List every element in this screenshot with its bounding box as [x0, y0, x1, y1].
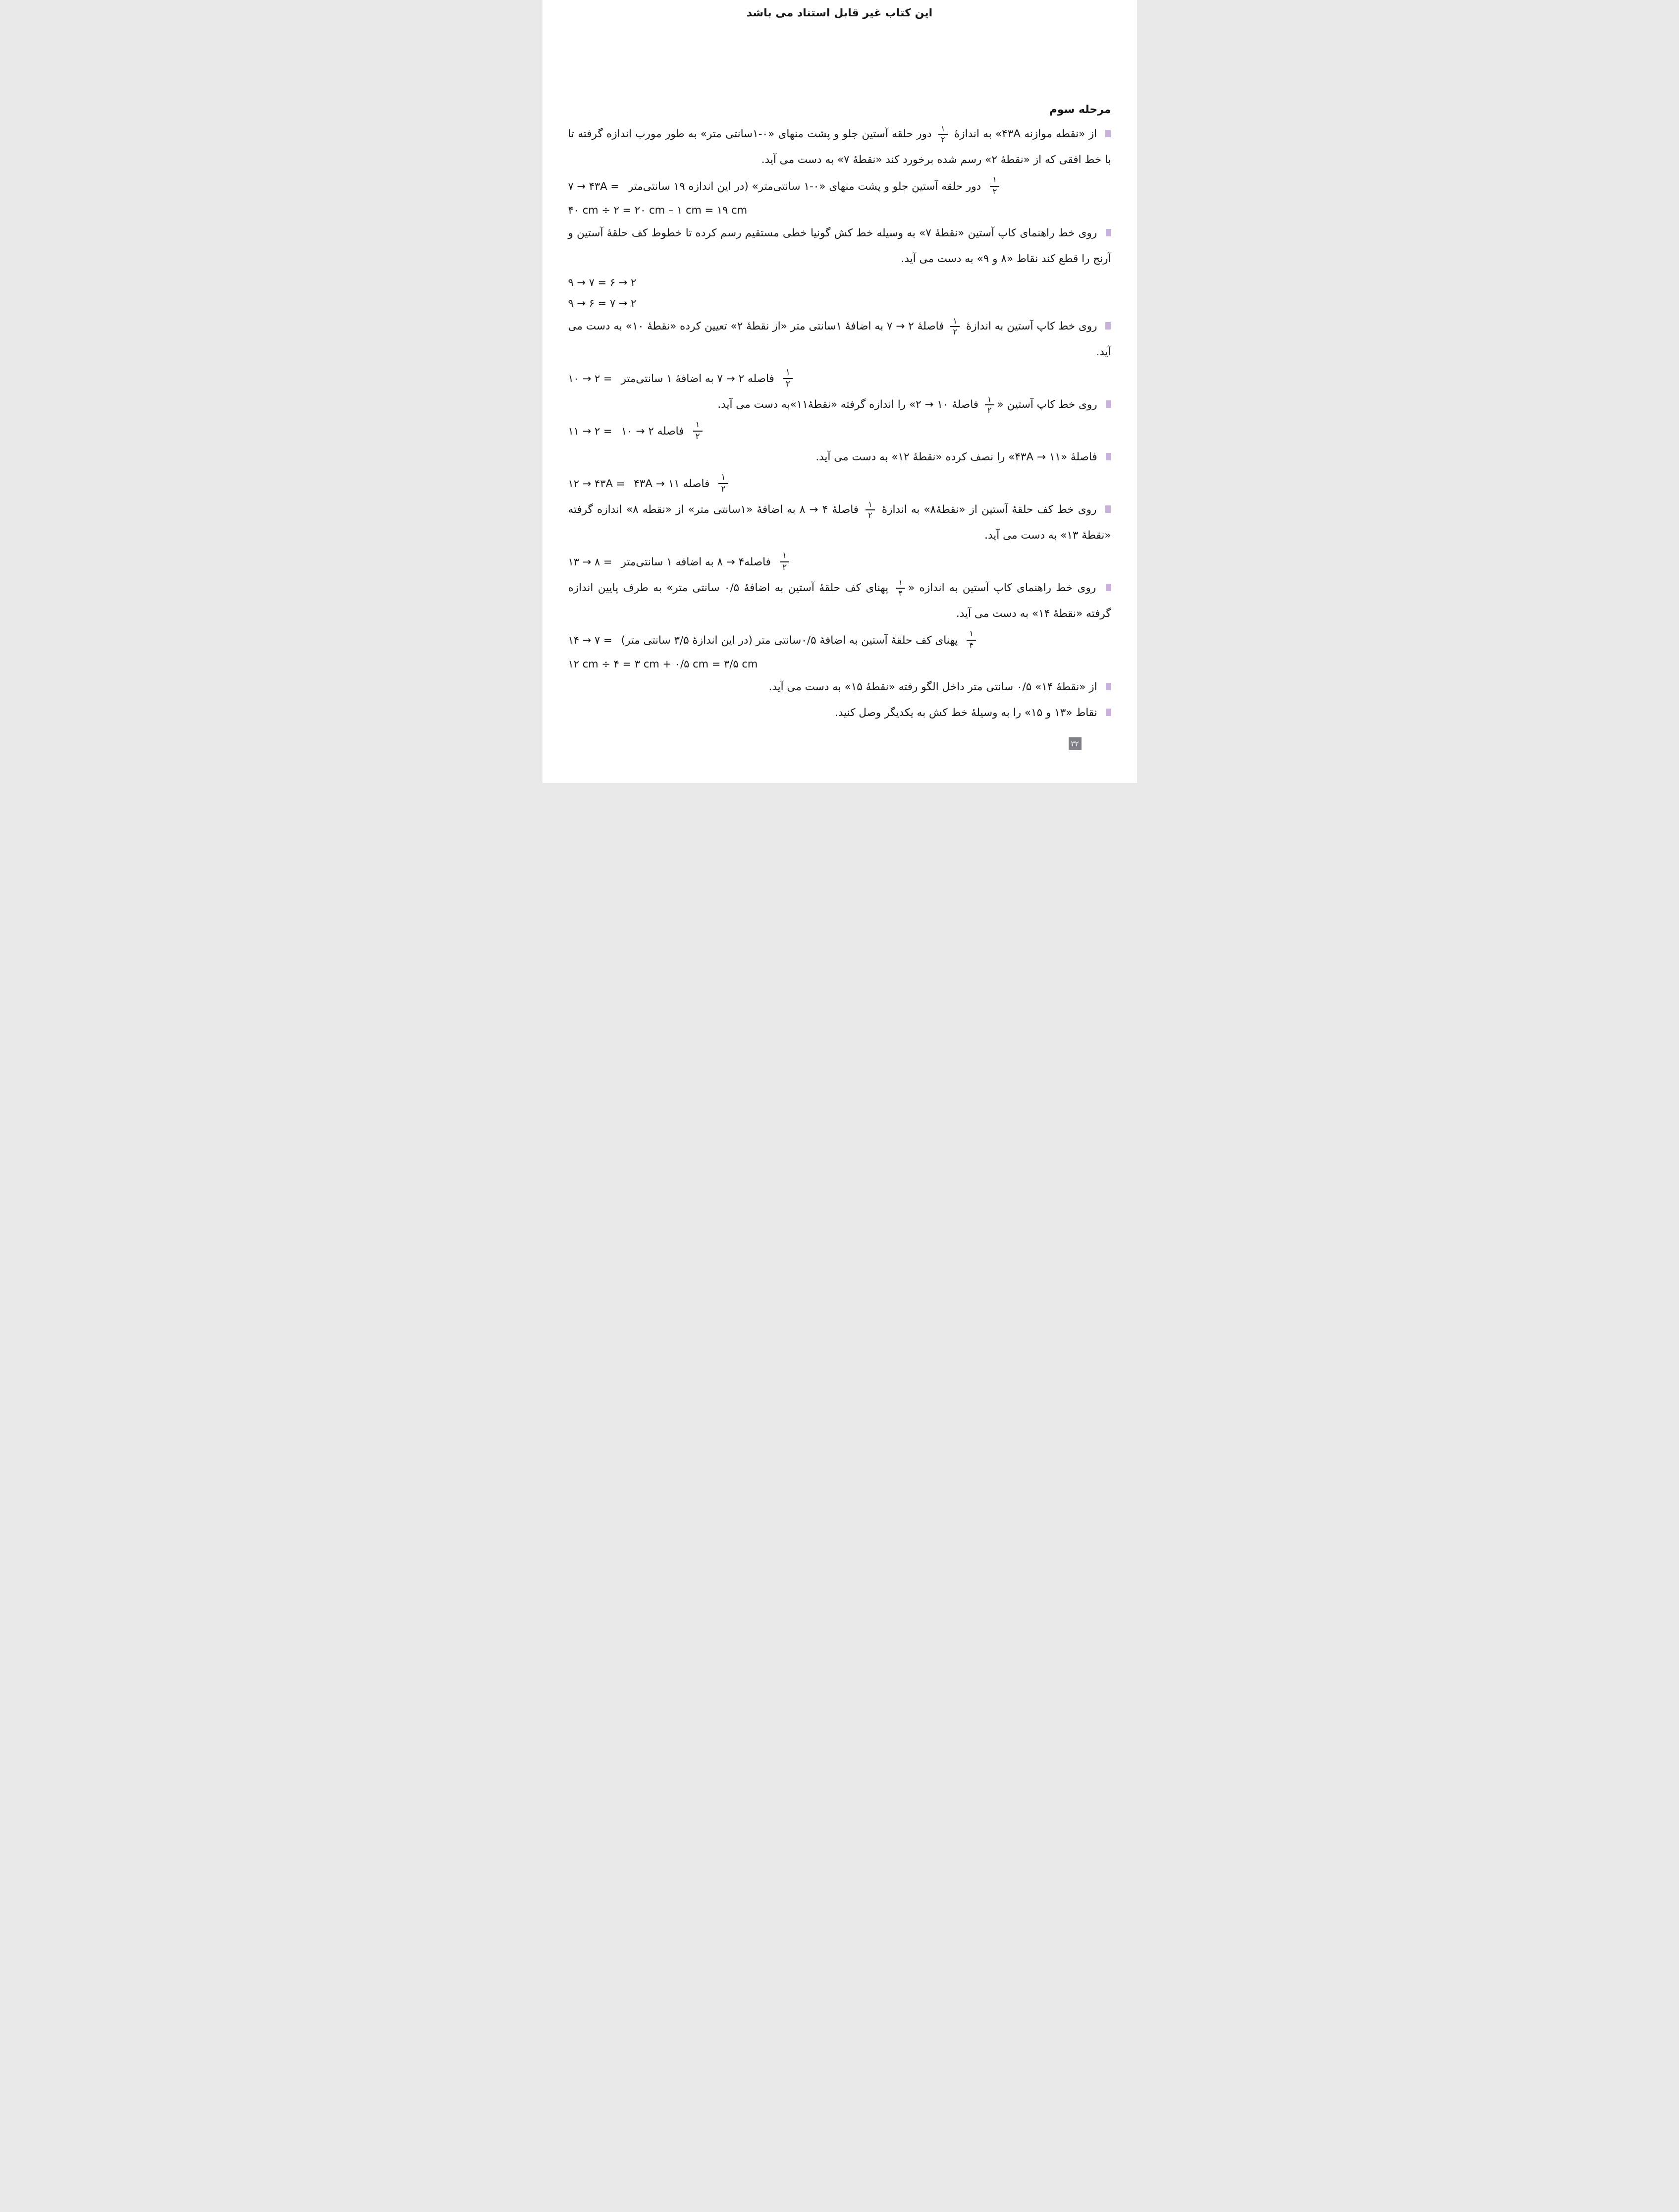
bullet-paragraph-4 [568, 392, 1111, 418]
para-text: فاصلۀ ۱۰ → ۲» را اندازه گرفته «نقطۀ۱۱»به دست می آید. [717, 398, 979, 411]
bullet-square-icon [1105, 505, 1111, 513]
formula-row-6 [568, 418, 1111, 444]
fraction-one-half: $\frac{۱}{۲}$ [938, 124, 948, 145]
para-text: فاصلۀ ۲ → ۷ به اضافۀ ۱سانتی متر «از نقطۀ ۲» تعیین کرده «نقطۀ ۱۰» به دست می آید. [568, 320, 1111, 358]
para-text: فاصلۀ «۱۱ → ۴۳A» را نصف کرده «نقطۀ ۱۲» به دست می آید. [815, 451, 1097, 463]
para-text: از «نقطۀ ۱۴» ۰/۵ سانتی متر داخل الگو رفته «نقطۀ ۱۵» به دست می آید. [768, 681, 1097, 693]
bullet-square-icon [1105, 322, 1111, 330]
formula-text: فاصله۴ → ۸ به اضافه ۱ سانتی‌متر [621, 555, 771, 568]
fraction-one-half: $\frac{۱}{۲}$ [990, 175, 999, 197]
formula-row-9 [568, 627, 1111, 654]
para-text: فاصلۀ ۴ → ۸ به اضافۀ «۱سانتی متر» از «نقطه ۸» اندازه گرفته «نقطۀ ۱۳» به دست می آید. [568, 503, 1111, 542]
para-text: از «نقطه موازنه ۴۳A» به اندازۀ [954, 128, 1097, 140]
page-container [542, 0, 1137, 783]
section-title: مرحله سوم [1049, 104, 1111, 116]
para-text: دور حلقه آستین جلو و پشت منهای «۰-۱سانتی متر» به طور مورب اندازه گرفته تا با خط افقی که از «نقطۀ ۲» رسم شده برخورد کند «نقطۀ ۷» به دست می آید. [568, 128, 1111, 166]
para-text: نقاط «۱۳ و ۱۵» را به وسیلۀ خط کش به یکدیگر وصل کنید. [835, 707, 1097, 719]
formula-row-7 [568, 470, 1111, 497]
formula-row-4 [568, 293, 1111, 314]
para-text: روی خط راهنمای کاپ آستین به اندازه « [908, 582, 1096, 594]
fraction-one-half: $\frac{۱}{۲}$ [693, 420, 703, 442]
formula-equation: ۱۱ → ۲ = [568, 425, 612, 437]
fraction-one-half: $\frac{۱}{۲}$ [718, 473, 728, 494]
formula-row-5 [568, 365, 1111, 392]
formula-equation: ۱۲ cm ÷ ۴ = ۳ cm + ۰/۵ cm = ۳/۵ cm [568, 658, 758, 670]
para-text: روی خط کف حلقۀ آستین از «نقطۀ۸» به اندازۀ [881, 503, 1097, 516]
page-content [542, 103, 1137, 726]
fraction-one-quarter: $\frac{۱}{۴}$ [967, 629, 976, 651]
fraction-one-half: $\frac{۱}{۲}$ [985, 395, 994, 415]
formula-equation: ۱۰ → ۲ = [568, 373, 612, 385]
formula-equation: ۱۴ → ۷ = [568, 634, 612, 646]
bullet-square-icon [1106, 229, 1111, 236]
bullet-paragraph-5 [568, 444, 1111, 470]
fraction-one-half: $\frac{۱}{۲}$ [783, 368, 793, 389]
bullet-paragraph-2 [568, 221, 1111, 272]
formula-equation: ۴۰ cm ÷ ۲ = ۲۰ cm – ۱ cm = ۱۹ cm [568, 204, 748, 216]
bullet-square-icon [1106, 584, 1111, 591]
formula-row-3 [568, 272, 1111, 293]
para-text: روی خط کاپ آستین « [997, 398, 1097, 411]
formula-row-8 [568, 549, 1111, 575]
fraction-one-half: $\frac{۱}{۲}$ [780, 551, 789, 572]
fraction-one-half: $\frac{۱}{۲}$ [950, 317, 960, 337]
bullet-square-icon [1106, 683, 1111, 690]
formula-text: پهنای کف حلقۀ آستین به اضافۀ ۰/۵سانتی متر (در این اندازۀ ۳/۵ سانتی متر) [621, 634, 958, 647]
bullet-square-icon [1106, 400, 1111, 408]
bullet-paragraph-7 [568, 575, 1111, 627]
bullet-paragraph-1 [568, 121, 1111, 173]
bullet-square-icon [1105, 130, 1111, 137]
para-text: روی خط کاپ آستین به اندازۀ [966, 320, 1097, 332]
formula-equation: ۱۲ → ۴۳A = [568, 478, 625, 490]
formula-text: فاصله ۴۳A → ۱۱ [634, 477, 710, 490]
bullet-paragraph-8 [568, 674, 1111, 700]
bullet-square-icon [1106, 709, 1111, 716]
formula-row-10 [568, 654, 1111, 674]
bullet-square-icon [1106, 453, 1111, 460]
formula-row-2 [568, 200, 1111, 221]
para-text: پهنای کف حلقۀ آستین به اضافۀ ۰/۵ سانتی متر» به طرف پایین اندازه گرفته «نقطۀ ۱۴» به دست می آید. [568, 582, 1111, 620]
bullet-paragraph-3 [568, 314, 1111, 365]
formula-equation: ۱۳ → ۸ = [568, 556, 612, 568]
formula-text: فاصله ۲ → ۱۰ [621, 425, 684, 438]
bullet-paragraph-9 [568, 700, 1111, 726]
formula-text: دور حلقه آستین جلو و پشت منهای «۰-۱ سانتی‌متر» (در این اندازه ۱۹ سانتی‌متر [628, 180, 981, 193]
fraction-one-half: $\frac{۱}{۲}$ [866, 500, 875, 520]
formula-equation: ۹ → ۷ = ۶ → ۲ [568, 276, 637, 288]
para-text: روی خط راهنمای کاپ آستین «نقطۀ ۷» به وسیله خط کش گونیا خطی مستقیم رسم کرده تا خطوط کف حلقۀ آستین و آرنج را قطع کند نقاط «۸ و ۹» به دست می آید. [568, 227, 1111, 265]
bullet-paragraph-6 [568, 497, 1111, 549]
fraction-one-quarter: $\frac{۱}{۴}$ [896, 578, 906, 599]
header-notice: این کتاب غیر قابل استناد می باشد [746, 7, 933, 19]
formula-row-1 [568, 173, 1111, 200]
page-number-badge: ۳۲ [1069, 737, 1082, 750]
formula-text: فاصله ۲ → ۷ به اضافۀ ۱ سانتی‌متر [621, 372, 774, 385]
formula-equation: ۹ → ۶ = ۷ → ۲ [568, 297, 637, 309]
formula-equation: ۷ → ۴۳A = [568, 180, 619, 192]
